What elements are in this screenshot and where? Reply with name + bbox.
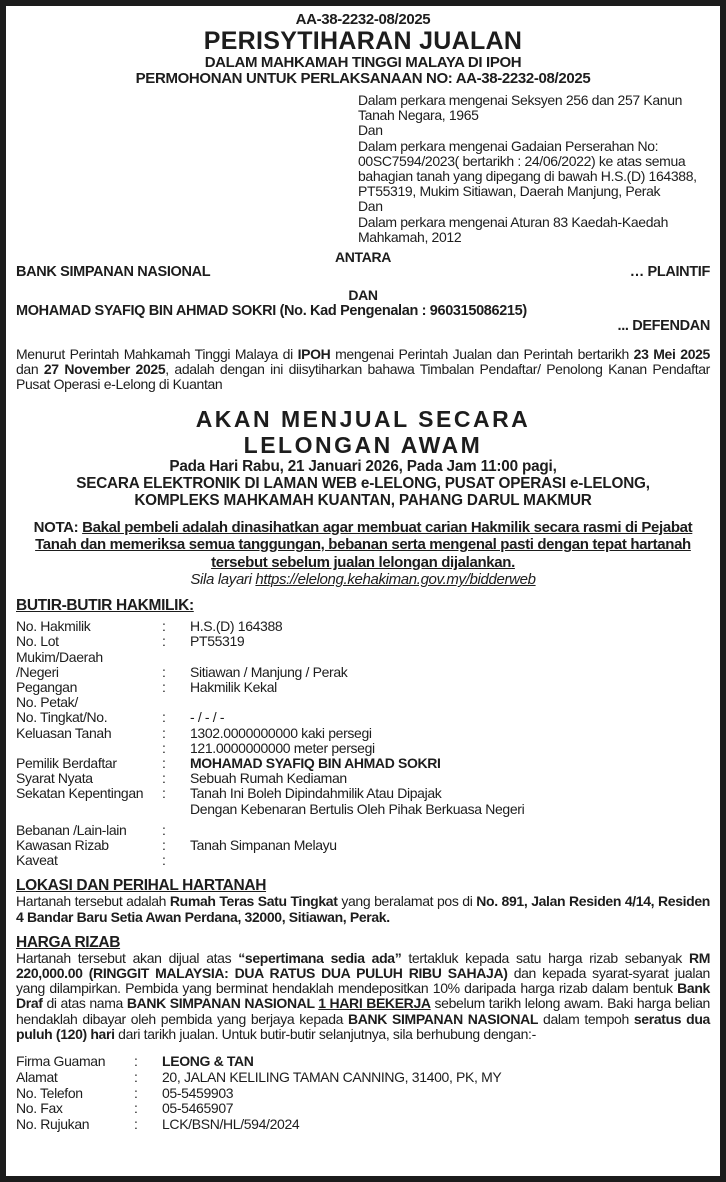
row-label: Pegangan — [16, 678, 78, 695]
order-text: mengenai Perintah Jualan dan Perintah bertarikh — [330, 346, 634, 363]
row-colon: : — [134, 1100, 138, 1117]
row-label: Mukim/Daerah — [16, 648, 103, 665]
price-text: dalam tempoh — [538, 1010, 634, 1027]
reserve-price-amount: RM 220,000.00 (RINGGIT MALAYSIA: DUA RATUS DUA PULUH RIBU SAHAJA) — [16, 949, 711, 982]
row-colon — [162, 802, 190, 817]
row-label: Syarat Nyata — [16, 770, 93, 787]
location-section-heading: LOKASI DAN PERIHAL HARTANAH — [16, 877, 267, 895]
order-date-1: 23 Mei 2025 — [633, 346, 710, 363]
law-firm-phone: 05-5459903 — [162, 1084, 234, 1101]
row-value: H.S.(D) 164388 — [190, 618, 283, 635]
table-row — [16, 619, 710, 634]
payee-bank-name: BANK SIMPANAN NASIONAL — [126, 995, 319, 1012]
table-row — [16, 838, 710, 853]
location-paragraph — [16, 894, 710, 924]
sale-venue: KOMPLEKS MAHKAMAH KUANTAN, PAHANG DARUL MAKMUR — [134, 491, 592, 509]
table-row — [16, 1086, 710, 1102]
row-label: Keluasan Tanah — [16, 724, 112, 741]
law-firm-fax: 05-5465907 — [162, 1100, 234, 1117]
order-text: dan — [16, 361, 44, 378]
nota-text: Bakal pembeli adalah dinasihatkan agar membuat carian Hakmilik secara rasmi di Pejabat Tanah dan memeriksa semua tanggungan, bebanan serta mengenal pasti dengan tepat hartanah tersebut sebelum jualan lelongan dijalankan. — [35, 518, 693, 571]
defendant-name: MOHAMAD SYAFIQ BIN AHMAD SOKRI (No. Kad Pengenalan : 960315086215) — [16, 302, 527, 319]
row-colon: : — [162, 618, 166, 635]
table-row — [16, 634, 710, 649]
between-label: ANTARA — [335, 249, 391, 266]
row-value: Sebuah Rumah Kediaman — [190, 770, 347, 787]
row-label: No. Hakmilik — [16, 618, 91, 635]
matter-line: Dalam perkara mengenai Seksyen 256 dan 257 Kanun Tanah Negara, 1965 — [358, 92, 683, 124]
property-type: Rumah Teras Satu Tingkat — [169, 893, 338, 910]
price-text: di atas nama — [42, 995, 127, 1012]
row-colon: : — [162, 663, 166, 680]
payment-period: seratus dua puluh (120) hari — [16, 1010, 710, 1042]
table-row — [16, 853, 710, 868]
matter-line: Dalam perkara mengenai Aturan 83 Kaedah-Kaedah Mahkamah, 2012 — [358, 213, 669, 245]
order-text: Menurut Perintah Mahkamah Tinggi Malaya di — [16, 346, 298, 363]
table-row — [16, 726, 710, 741]
row-colon: : — [162, 724, 166, 741]
and-label: DAN — [348, 287, 378, 304]
table-row — [16, 1070, 710, 1086]
row-value: Tanah Ini Boleh Dipindahmilik Atau Dipajak — [190, 785, 442, 802]
table-row — [16, 710, 710, 725]
court-order-paragraph — [16, 347, 710, 393]
matter-line: Dan — [358, 198, 383, 215]
price-text: dan kepada syarat-syarat jualan yang dilampirkan. Pembida yang berminat hendaklah mendepositkan 10% daripada harga rizab dalam bentuk — [16, 965, 710, 997]
row-value — [190, 853, 710, 868]
table-row — [16, 802, 710, 817]
row-value: 1302.0000000000 kaki persegi — [190, 724, 372, 741]
title-particulars-heading: BUTIR-BUTIR HAKMILIK: — [16, 597, 194, 615]
row-label: Firma Guaman — [16, 1053, 106, 1070]
registered-owner-value: MOHAMAD SYAFIQ BIN AHMAD SOKRI — [190, 754, 441, 771]
row-value: Hakmilik Kekal — [190, 678, 277, 695]
matter-line: Dalam perkara mengenai Gadaian Perserahan No: 00SC7594/2023( bertarikh : 24/06/2022) ke atas semua bahagian tanah yang dipegang di bawah H.S.(D) 164388, PT55319, Mukim Sitiawan, Daerah Manjung, Perak — [358, 137, 697, 200]
plaintiff-row — [16, 265, 710, 280]
defendant-row — [16, 304, 710, 319]
row-label: Kawasan Rizab — [16, 837, 109, 853]
matter-block — [358, 93, 710, 245]
sale-datetime: Pada Hari Rabu, 21 Januari 2026, Pada Jam 11:00 pagi, — [169, 457, 557, 475]
sale-heading-line-2: LELONGAN AWAM — [243, 431, 483, 458]
visit-prefix: Sila layari — [190, 571, 256, 589]
price-text: sebelum tarikh lelong awam. Baki harga belian hendaklah dibayar oleh pembida yang berjaya kepada — [16, 995, 710, 1027]
order-text: , adalah dengan ini diisytiharkan bahawa Timbalan Pendaftar/ Penolong Kanan Pendaftar Pusat Operasi e-Lelong di Kuantan — [16, 361, 710, 393]
row-value: Tanah Simpanan Melayu — [190, 837, 337, 853]
row-label: Alamat — [16, 1068, 58, 1085]
nota-label: NOTA: — [33, 518, 83, 536]
title-particulars-table — [16, 619, 710, 868]
row-colon: : — [162, 785, 166, 802]
reserve-price-paragraph — [16, 951, 710, 1042]
header-case-number: AA-38-2232-08/2025 — [295, 11, 431, 28]
table-row — [16, 680, 710, 695]
row-colon: : — [162, 739, 166, 756]
row-label: Bebanan /Lain-lain — [16, 821, 127, 838]
row-colon: : — [162, 633, 166, 650]
location-text: Hartanah tersebut adalah — [16, 893, 170, 910]
price-text: tertakluk kepada satu harga rizab sebanyak — [401, 949, 689, 966]
bank-draft-label: Bank Draf — [16, 980, 710, 1012]
row-value: Sitiawan / Manjung / Perak — [190, 663, 348, 680]
application-number: PERMOHONAN UNTUK PERLAKSANAAN NO: AA-38-2232-08/2025 — [135, 70, 591, 87]
table-row — [16, 823, 710, 838]
law-firm-name: LEONG & TAN — [162, 1053, 254, 1070]
row-colon: : — [134, 1053, 138, 1070]
defendant-role: ... DEFENDAN — [617, 317, 710, 334]
row-label: Pemilik Berdaftar — [16, 754, 117, 771]
row-colon: : — [162, 678, 166, 695]
row-colon: : — [162, 852, 166, 869]
row-label — [16, 741, 162, 756]
row-colon: : — [162, 754, 166, 771]
row-label: No. Lot — [16, 633, 59, 650]
row-colon: : — [162, 770, 166, 787]
reserve-price-heading: HARGA RIZAB — [16, 933, 121, 951]
table-row — [16, 650, 710, 665]
row-colon: : — [162, 709, 166, 726]
row-label: Kaveat — [16, 852, 58, 869]
row-value: Dengan Kebenaran Bertulis Oleh Pihak Berkuasa Negeri — [190, 800, 525, 817]
plaintiff-role: … PLAINTIF — [629, 264, 710, 281]
row-label: Sekatan Kepentingan — [16, 785, 144, 802]
table-row — [16, 756, 710, 771]
as-is-clause: “sepertimana sedia ada” — [238, 949, 402, 966]
document-title: PERISYTIHARAN JUALAN — [203, 27, 523, 55]
price-text: Hartanah tersebut akan dijual atas — [16, 949, 239, 966]
sale-heading-line-1: AKAN MENJUAL SECARA — [195, 405, 531, 432]
plaintiff-name: BANK SIMPANAN NASIONAL — [16, 264, 211, 281]
row-label: No. Rujukan — [16, 1116, 90, 1133]
bidder-website-link[interactable]: https://elelong.kehakiman.gov.my/bidderweb — [255, 571, 536, 589]
table-row — [16, 695, 710, 710]
table-row — [16, 1101, 710, 1117]
property-address: No. 891, Jalan Residen 4/14, Residen 4 Bandar Baru Setia Awan Perdana, 32000, Sitiawan, Perak. — [16, 893, 711, 925]
location-text: yang beralamat pos di — [337, 893, 477, 910]
table-row — [16, 1054, 710, 1070]
matter-line: Dan — [358, 122, 383, 139]
sale-heading-block — [16, 406, 710, 509]
law-firm-address: 20, JALAN KELILING TAMAN CANNING, 31400, PK, MY — [162, 1068, 502, 1085]
sale-method: SECARA ELEKTRONIK DI LAMAN WEB e-LELONG, PUSAT OPERASI e-LELONG, — [76, 474, 650, 492]
row-colon — [162, 695, 190, 710]
solicitor-contact-table — [16, 1054, 710, 1133]
row-label: No. Petak/ — [16, 694, 78, 711]
visit-url-line — [16, 571, 710, 588]
row-colon: : — [134, 1116, 138, 1133]
row-value: PT55319 — [190, 633, 245, 650]
row-colon: : — [162, 837, 166, 853]
row-label — [16, 802, 162, 817]
order-date-2: 27 November 2025 — [43, 361, 166, 378]
table-row — [16, 771, 710, 786]
working-day-clause: 1 HARI BEKERJA — [318, 995, 431, 1012]
table-row — [16, 786, 710, 801]
row-label: No. Tingkat/No. — [16, 709, 108, 726]
nota-advisory — [16, 519, 710, 572]
row-label: /Negeri — [16, 663, 59, 680]
order-city: IPOH — [297, 346, 331, 363]
law-firm-reference: LCK/BSN/HL/594/2024 — [162, 1116, 300, 1133]
row-label: No. Fax — [16, 1100, 63, 1117]
court-name: DALAM MAHKAMAH TINGGI MALAYA DI IPOH — [204, 54, 522, 71]
table-row — [16, 741, 710, 756]
row-value — [190, 695, 710, 710]
row-value: - / - / - — [190, 709, 225, 726]
row-value — [190, 823, 710, 838]
row-label: No. Telefon — [16, 1084, 83, 1101]
table-row — [16, 1117, 710, 1133]
table-row — [16, 665, 710, 680]
payee-bank-name: BANK SIMPANAN NASIONAL — [348, 1010, 539, 1027]
row-value: 121.0000000000 meter persegi — [190, 739, 375, 756]
row-colon: : — [134, 1068, 138, 1085]
row-colon — [162, 650, 190, 665]
row-colon: : — [134, 1084, 138, 1101]
row-value — [190, 650, 710, 665]
row-colon: : — [162, 821, 166, 838]
price-text: dari tarikh jualan. Untuk butir-butir selanjutnya, sila berhubung dengan:- — [114, 1025, 536, 1042]
